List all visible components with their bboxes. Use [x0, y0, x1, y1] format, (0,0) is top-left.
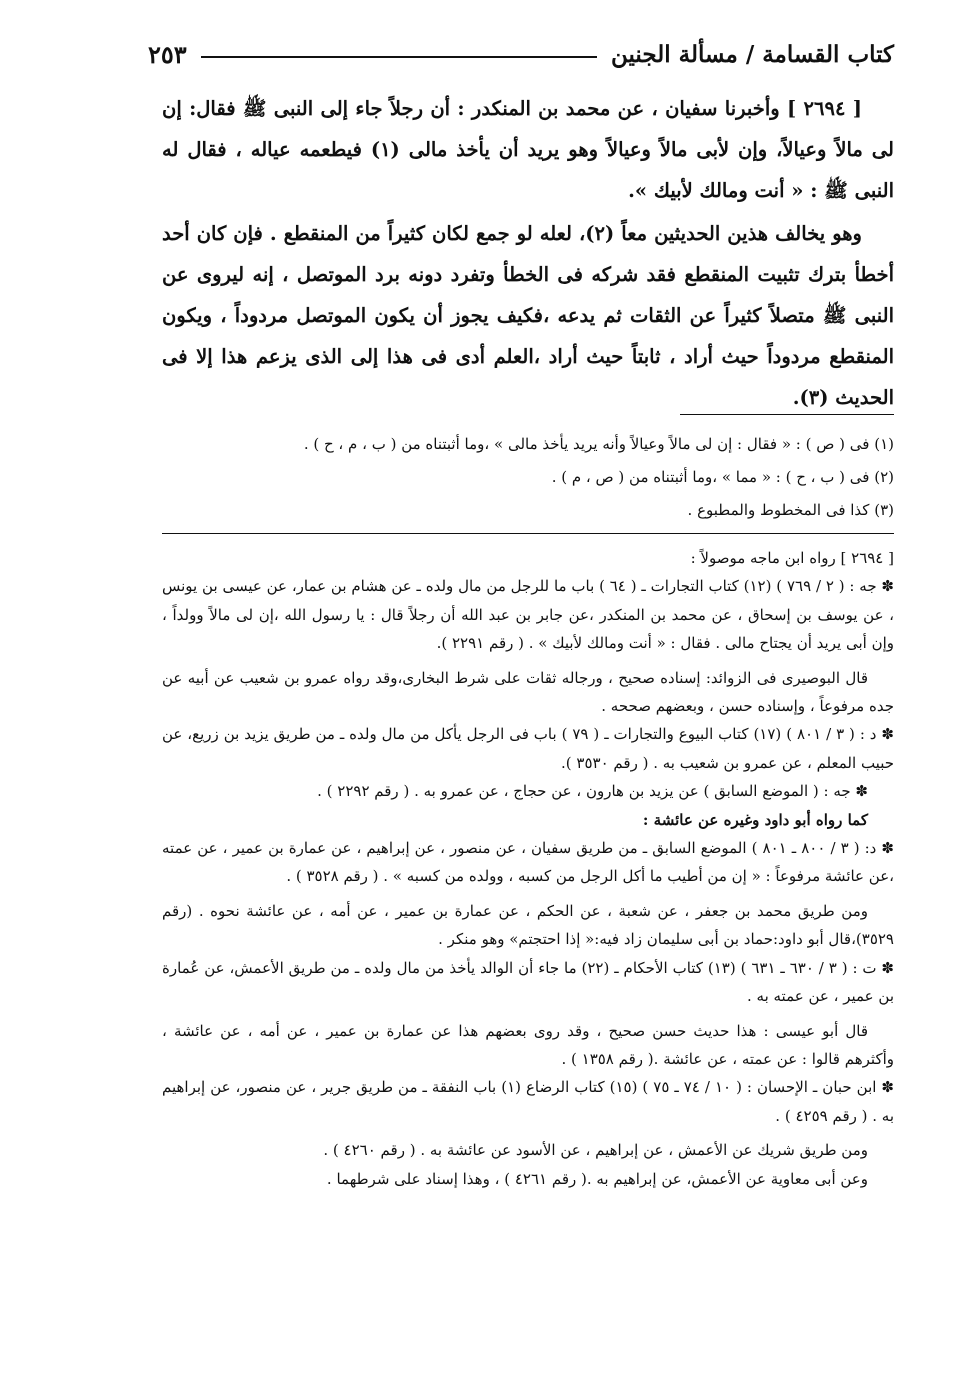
footnote-rule — [680, 414, 894, 415]
takhrij-paragraph: قال أبو عيسى : هذا حديث حسن صحيح ، وقد روى بعضهم هذا عن عمارة بن عمير ، عن أمه ، عن عائشة ، وأكثرهم قالوا : عن عمته ، عن عائشة .( رقم ١٣٥٨ ) . — [162, 1021, 894, 1068]
footnote-3: (٣) كذا فى المخطوط والمطبوع . — [687, 501, 894, 519]
commentary-paragraph: وهو يخالف هذين الحديثين معاً (٢)، لعله لو جمع لكان كثيراً من المنقطع . فإن كان أحد أخطأ بترك تثبيت المنقطع فقد شركه فى الخطأ وتفرد دونه برد الموتصل ، إنه ليروى عن النبى ﷺ متصلاً كثيراً عن الثقات ثم يدعه ،فكيف يجوز أن يكون الموتصل مردوداً ، ويكون المنقطع مردوداً حيث أراد ، ثابتاً حيث أراد ،العلم أدى فى هذا إلى الذى يزعم هذا إلا فى الحديث (٣). — [162, 222, 894, 409]
main-text — [162, 88, 894, 418]
takhrij-paragraph: [ ٢٦٩٤ ] رواه ابن ماجه موصولاً : — [690, 549, 894, 567]
takhrij-paragraph: ✽ د : ( ٣ / ٨٠١ ) (١٧) كتاب البيوع والتجارات ـ ( ٧٩ ) باب فى الرجل يأكل من مال ولده ـ من طريق يزيد بن زريع، عن حبيب المعلم ، عن عمرو بن شعيب به . ( رقم ٣٥٣٠ ). — [162, 725, 894, 772]
footnote-1: (١) فى ( ص ) : « فقال : إن لى مالاً وعيالاً وأنه يريد يأخذ مالى » ،وما أثبتناه من ( ب ، م ، ح ) . — [303, 435, 894, 453]
takhrij-paragraph: ✽ ابن حبان ـ الإحسان : ( ١٠ / ٧٤ ـ ٧٥ ) (١٥) كتاب الرضاع (١) باب النفقة ـ من طريق جرير ، عن منصور، عن إبراهيم به . ( رقم ٤٢٥٩ ) . — [162, 1078, 895, 1125]
running-title: كتاب القسامة / مسألة الجنين — [610, 40, 894, 68]
takhrij-paragraph: وعن أبى معاوية عن الأعمش، عن إبراهيم به .( رقم ٤٢٦١ ) ، وهذا إسناد على شرطهما . — [326, 1169, 868, 1188]
takhrij-paragraph: ومن طريق محمد بن جعفر ، عن شعبة ، عن الحكم ، عن عمارة بن عمير ، عن أمه ، عن عائشة نحوه . (رقم ٣٥٢٩)،قال أبو داود:حماد بن أبى سليمان زاد فيه:« إذا احتجتم» وهو منكر . — [162, 901, 894, 949]
takhrij-paragraph: قال البوصيرى فى الزوائد: إسناده صحيح ، ورجاله ثقات على شرط البخارى،وقد رواه عمرو بن شعيب عن أبيه عن جده مرفوعاً ، وإسناده حسن ، وبعضهم صححه . — [162, 668, 894, 716]
page-header — [148, 34, 894, 74]
section-divider — [162, 533, 894, 534]
takhrij-paragraph: ✽ جه : ( الموضع السابق ) عن يزيد بن هارون ، عن حجاج ، عن عمرو به . ( رقم ٢٢٩٢ ) . — [317, 782, 868, 801]
footnotes — [162, 428, 894, 527]
takhrij-paragraph: ✽ د: ( ٣ / ٨٠٠ ـ ٨٠١ ) الموضع السابق ـ من طريق سفيان ، عن منصور ، عن إبراهيم ، عن عمارة بن عمير ، عن عمته ،عن عائشة مرفوعاً : « إن من أطيب ما أكل الرجل من كسبه ، وولده من كسبه » . ( رقم ٣٥٢٨ ) . — [162, 839, 894, 886]
footnote-2: (٢) فى ( ب ، ح ) : « مما » ،وما أثبتناه من ( ص ، م ) . — [551, 468, 894, 486]
hadith-paragraph: [ ٢٦٩٤ ] وأخبرنا سفيان ، عن محمد بن المنكدر : أن رجلاً جاء إلى النبى ﷺ فقال: إن لى مالاً وعيالاً، وإن لأبى مالاً وعيالاً وهو يريد أن يأخذ مالى (١) فيطعمه عياله ، فقال له النبى ﷺ : « أنت ومالك لأبيك ». — [162, 97, 894, 202]
takhrij-section — [162, 544, 894, 1193]
takhrij-paragraph: كما رواه أبو داود وغيره عن عائشة : — [642, 810, 868, 829]
header-rule — [201, 56, 597, 58]
page-number: ٢٥٣ — [148, 39, 187, 69]
takhrij-paragraph: ✽ ت : ( ٣ / ٦٣٠ ـ ٦٣١ ) (١٣) كتاب الأحكام ـ (٢٢) ما جاء أن الوالد يأخذ من مال ولده ـ من طريق الأعمش، عن عُمارة بن عمير ، عن عمته به . — [162, 958, 894, 1006]
takhrij-paragraph: ✽ جه : ( ٢ / ٧٦٩ ) (١٢) كتاب التجارات ـ ( ٦٤ ) باب ما للرجل من مال ولده ـ عن هشام بن عمار، عن عيسى بن يونس ، عن يوسف بن إسحاق ، عن محمد بن المنكدر ،عن جابر بن عبد الله أن رجلاً قال : يا رسول الله ،إن لى مالاً وولداً ، وإن أبى يريد أن يجتاح مالى . فقال : « أنت ومالك لأبيك » . ( رقم ٢٢٩١ ). — [162, 577, 894, 653]
takhrij-paragraph: ومن طريق شريك عن الأعمش ، عن إبراهيم ، عن الأسود عن عائشة به . ( رقم ٤٢٦٠ ) . — [323, 1141, 868, 1160]
